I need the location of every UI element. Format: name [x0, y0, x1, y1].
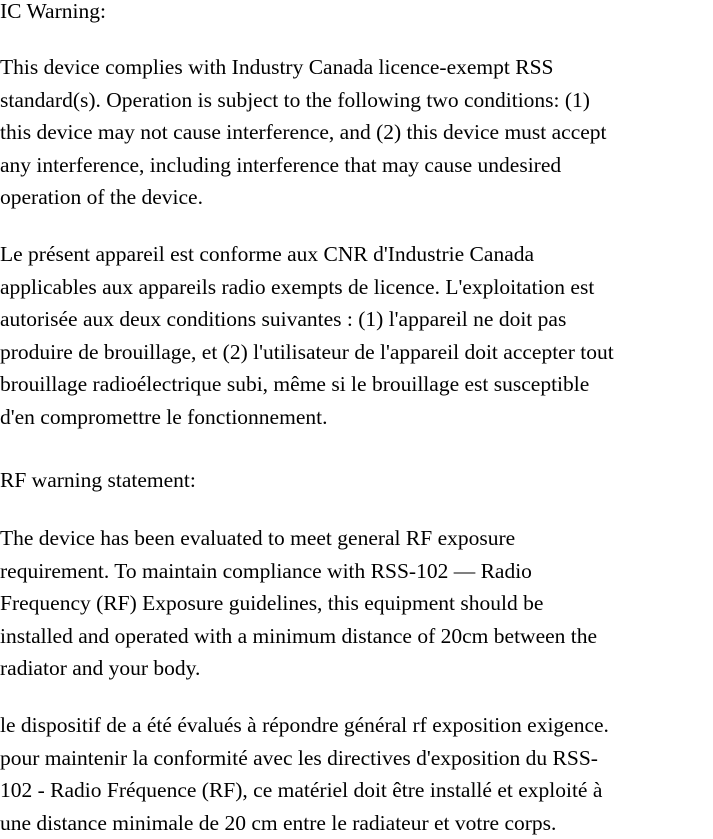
ic-warning-english-paragraph: [0, 51, 713, 214]
rf-warning-english-paragraph: [0, 522, 713, 685]
paragraph-line: Le présent appareil est conforme aux CNR d'Industrie Canada: [0, 238, 713, 271]
paragraph-line: d'en compromettre le fonctionnement.: [0, 401, 713, 434]
paragraph-line: 102 - Radio Fréquence (RF), ce matériel doit être installé et exploité à: [0, 774, 713, 807]
paragraph-line: This device complies with Industry Canada licence-exempt RSS: [0, 51, 713, 84]
paragraph-line: Frequency (RF) Exposure guidelines, this equipment should be: [0, 587, 713, 620]
paragraph-line: The device has been evaluated to meet general RF exposure: [0, 522, 713, 555]
heading-text: IC Warning:: [0, 0, 713, 28]
rf-warning-heading: [0, 464, 713, 497]
ic-warning-french-paragraph: [0, 238, 713, 433]
paragraph-line: pour maintenir la conformité avec les directives d'exposition du RSS-: [0, 742, 713, 775]
paragraph-line: this device may not cause interference, and (2) this device must accept: [0, 116, 713, 149]
paragraph-line: applicables aux appareils radio exempts de licence. L'exploitation est: [0, 271, 713, 304]
paragraph-line: brouillage radioélectrique subi, même si le brouillage est susceptible: [0, 368, 713, 401]
paragraph-line: autorisée aux deux conditions suivantes : (1) l'appareil ne doit pas: [0, 303, 713, 336]
heading-text: RF warning statement:: [0, 464, 713, 497]
paragraph-line: produire de brouillage, et (2) l'utilisateur de l'appareil doit accepter tout: [0, 336, 713, 369]
paragraph-line: any interference, including interference that may cause undesired: [0, 149, 713, 182]
rf-warning-french-paragraph: [0, 709, 713, 839]
paragraph-line: installed and operated with a minimum distance of 20cm between the: [0, 620, 713, 653]
paragraph-line: le dispositif de a été évalués à répondre général rf exposition exigence.: [0, 709, 713, 742]
ic-warning-heading: [0, 0, 713, 28]
paragraph-line: standard(s). Operation is subject to the following two conditions: (1): [0, 84, 713, 117]
paragraph-line: radiator and your body.: [0, 652, 713, 685]
paragraph-line: une distance minimale de 20 cm entre le radiateur et votre corps.: [0, 807, 713, 839]
paragraph-line: requirement. To maintain compliance with RSS-102 — Radio: [0, 555, 713, 588]
paragraph-line: operation of the device.: [0, 181, 713, 214]
